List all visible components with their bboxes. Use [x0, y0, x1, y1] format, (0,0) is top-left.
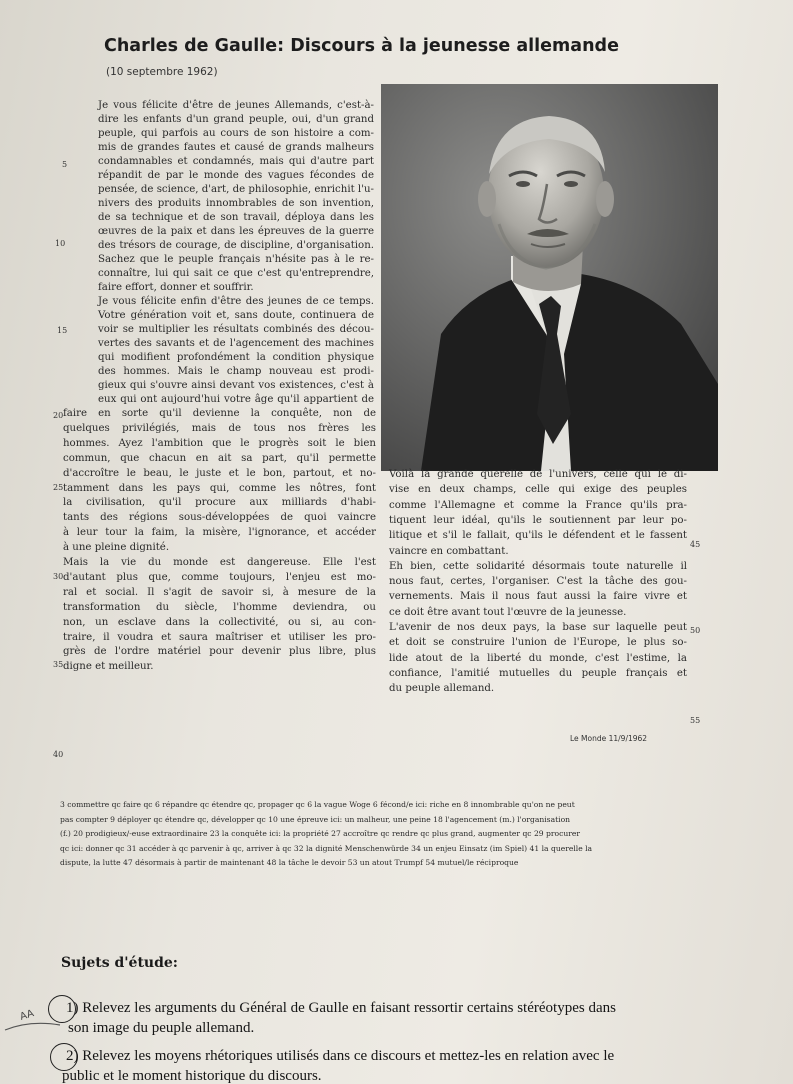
- speech-line: vise en deux champs, celle qui exige des peuples: [389, 484, 687, 496]
- speech-line: condamnables et condamnés, mais qui d'autre part: [98, 156, 374, 167]
- speech-line: lide atout de la liberté du monde, c'est l'estime, la: [389, 652, 687, 664]
- speech-line: Je vous félicite enfin d'être des jeunes de ce temps.: [98, 296, 374, 307]
- line-number: 45: [690, 540, 701, 549]
- portrait-photo: [381, 84, 718, 471]
- speech-line: de sa technique et de son travail, déploya dans les: [98, 212, 374, 223]
- speech-line: vaincre en combattant.: [389, 545, 509, 557]
- study-heading: Sujets d'étude:: [61, 955, 178, 971]
- speech-line: ral et social. Il s'agit de savoir si, à mesure de la: [63, 586, 376, 598]
- line-number: 15: [57, 326, 68, 335]
- speech-line: hommes. Ayez l'ambition que le progrès soit le bien: [63, 437, 376, 449]
- line-number: 10: [55, 239, 66, 248]
- question-2-line-1: [66, 1047, 726, 1066]
- question-2-number: 2): [66, 1048, 79, 1064]
- speech-line: digne et meilleur.: [63, 661, 154, 673]
- speech-line: du peuple allemand.: [389, 683, 495, 695]
- note-line: dispute, la lutte 47 désormais à partir de maintenant 48 la tâche le devoir 53 un atout Trumpf 54 mutuel/le réciproque: [60, 858, 519, 867]
- margin-pen-stroke: [0, 1000, 70, 1040]
- speech-line: d'accroître le beau, le juste et le bon, partout, et no-: [63, 467, 376, 479]
- speech-line: Sachez que le peuple français n'hésite pas à le re-: [98, 254, 374, 265]
- line-number: 20: [53, 411, 64, 420]
- speech-line: Votre génération voit et, sans doute, continuera de: [98, 310, 374, 321]
- speech-line: la civilisation, qu'il procure aux milliards d'habi-: [63, 497, 376, 509]
- speech-line: Eh bien, cette solidarité désormais toute naturelle il: [389, 560, 687, 572]
- document-title: Charles de Gaulle: Discours à la jeunesse allemande: [104, 36, 619, 56]
- speech-line: qui modifient profondément la condition physique: [98, 352, 374, 363]
- speech-line: peuple, qui parfois au cours de son histoire a com-: [98, 128, 374, 139]
- question-1-line-1: [66, 999, 726, 1018]
- speech-line: commun, que chacun en ait sa part, qu'il permette: [63, 452, 376, 464]
- speech-line: faire effort, donner et souffrir.: [98, 282, 254, 293]
- note-line: 3 commettre qc faire qc 6 répandre qc étendre qc, propager qc 6 la vague Woge 6 fécond/e ici: riche en 8 innombrable qu'on ne peut: [60, 800, 575, 809]
- margin-pen-mark: AA: [18, 1008, 36, 1023]
- speech-line: Voilà la grande querelle de l'univers, celle qui le di-: [389, 469, 687, 480]
- question-2-text: Relevez les moyens rhétoriques utilisés dans ce discours et mettez-les en relation avec le: [82, 1048, 615, 1064]
- speech-line: à une pleine dignité.: [63, 542, 170, 554]
- speech-line: grès de l'ordre matériel pour devenir plus libre, plus: [63, 646, 376, 658]
- line-number: 25: [53, 483, 64, 492]
- speech-line: connaître, lui qui sait ce que c'est qu'entreprendre,: [98, 268, 374, 279]
- speech-line: faire en sorte qu'il devienne la conquête, non de: [63, 408, 376, 419]
- line-number: 35: [53, 660, 64, 669]
- speech-line: Je vous félicite d'être de jeunes Allemands, c'est-à-: [98, 100, 374, 111]
- speech-line: nous faut, certes, l'organiser. C'est la tâche des gou-: [389, 576, 687, 588]
- speech-line: des hommes. Mais le champ nouveau est prodi-: [98, 366, 374, 377]
- speech-line: des trésors de courage, de discipline, d'organisation.: [98, 240, 374, 251]
- line-number: 5: [62, 160, 68, 169]
- line-number: 50: [690, 626, 701, 635]
- speech-line: quelques privilégiés, mais de tous nos frères les: [63, 422, 376, 434]
- speech-line: et doit se construire l'union de l'Europe, le plus so-: [389, 637, 687, 649]
- speech-line: gieux qui s'ouvre ainsi devant vos existences, c'est à: [98, 380, 374, 391]
- speech-line: œuvres de la paix et dans les épreuves de la guerre: [98, 226, 374, 237]
- speech-line: tiquent leur idéal, qu'ils le soutiennent par leur po-: [389, 514, 687, 526]
- line-number: 55: [690, 716, 701, 725]
- line-number: 30: [53, 572, 64, 581]
- speech-line: tamment dans les pays qui, comme les nôtres, font: [63, 482, 376, 494]
- speech-line: nivers des produits innombrables de son invention,: [98, 198, 374, 209]
- source-citation: Le Monde 11/9/1962: [570, 734, 648, 743]
- speech-line: non, un esclave dans la collectivité, ou si, au con-: [63, 616, 376, 628]
- speech-line: à leur tour la faim, la misère, l'ignorance, et accéder: [63, 527, 376, 539]
- speech-line: voir se multiplier les résultats combinés des décou-: [98, 324, 374, 335]
- speech-line: d'autant plus que, comme toujours, l'enjeu est mo-: [63, 571, 376, 583]
- speech-line: transformation du siècle, l'homme deviendra, ou: [63, 601, 376, 613]
- question-1-line-2: son image du peuple allemand.: [68, 1020, 255, 1036]
- speech-line: pensée, de science, d'art, de philosophie, enrichit l'u-: [98, 184, 374, 195]
- question-1-text: Relevez les arguments du Général de Gaulle en faisant ressortir certains stéréotypes dans: [82, 1000, 616, 1016]
- speech-line: confiance, l'amitié mutuelles du peuple français et: [389, 667, 687, 679]
- speech-date: (10 septembre 1962): [106, 66, 218, 78]
- question-1-number: 1): [66, 1000, 79, 1016]
- speech-line: vernements. Mais il nous faut aussi la faire vivre et: [389, 591, 687, 603]
- speech-line: Mais la vie du monde est dangereuse. Elle l'est: [63, 557, 376, 568]
- speech-line: eux qui ont aujourd'hui votre âge qu'il appartient de: [98, 394, 374, 405]
- speech-line: L'avenir de nos deux pays, la base sur laquelle peut: [389, 622, 687, 633]
- note-line: qc ici: donner qc 31 accéder à qc parvenir à qc, arriver à qc 32 la dignité Menschenwürde 34 un enjeu Einsatz (im Spiel) 41 la querelle la: [60, 843, 593, 853]
- speech-line: mis de grandes fautes et causé de grands malheurs: [98, 142, 374, 153]
- speech-line: traire, il voudra et saura maîtriser et utiliser les pro-: [63, 631, 376, 643]
- note-line: pas compter 9 déployer qc étendre qc, développer qc 10 une épreuve ici: un malheur, une peine 18 l'agencement (m.) l'organisation: [60, 814, 571, 824]
- speech-line: litique et s'il le fallait, qu'ils le défendent et le fassent: [389, 530, 687, 542]
- question-2-line-2: public et le moment historique du discours.: [62, 1068, 322, 1084]
- speech-line: dire les enfants d'un grand peuple, oui, d'un grand: [98, 114, 374, 125]
- speech-line: vertes des savants et de l'agencement des machines: [98, 338, 374, 349]
- speech-line: comme l'Allemagne et comme la France qu'ils pra-: [389, 499, 687, 511]
- note-line: (f.) 20 prodigieux/-euse extraordinaire 23 la conquête ici: la propriété 27 accroître qc rendre qc plus grand, augmenter qc 29 procurer: [60, 829, 581, 838]
- speech-line: ce doit être avant tout l'œuvre de la jeunesse.: [389, 606, 627, 618]
- speech-line: répandit de par le monde des vagues fécondes de: [98, 170, 374, 181]
- line-number: 40: [53, 750, 64, 759]
- speech-line: tants des régions sous-développées de quoi vaincre: [63, 512, 376, 524]
- portrait-illustration: [381, 84, 718, 471]
